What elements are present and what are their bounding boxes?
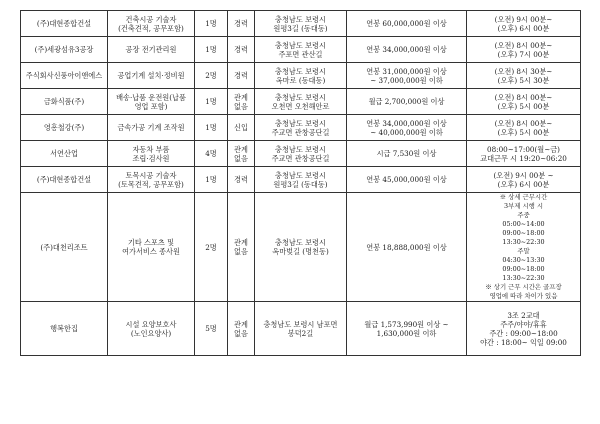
cell-location <box>255 11 347 37</box>
cell-line: 충청남도 보령시 <box>275 14 326 24</box>
cell-line: 오천면 오천해안로 <box>271 101 330 111</box>
cell-company <box>21 302 108 356</box>
cell-line: 연봉 45,000,000원 이상 <box>366 175 447 184</box>
cell-line: 연봉 34,000,000원 이상 <box>366 118 447 128</box>
cell-line: 1명 <box>205 97 217 106</box>
cell-line: 주중 <box>517 211 530 219</box>
cell-line: (오전) 9시 00분~ <box>494 14 553 24</box>
cell-hours <box>467 141 581 167</box>
cell-hours <box>467 193 581 302</box>
cell-line: 주말 <box>517 247 530 255</box>
table-row <box>21 37 581 63</box>
cell-line: 주간 : 09:00~18:00 <box>489 328 558 338</box>
cell-line: 05:00~14:00 <box>502 220 545 228</box>
cell-pay <box>347 63 467 89</box>
cell-pay <box>347 37 467 63</box>
cell-line: 시설 요양보호사 <box>125 319 177 329</box>
cell-line: 영흥철강(주) <box>43 123 85 132</box>
cell-line: (오후) 5시 30분 <box>497 75 550 85</box>
cell-pay <box>347 115 467 141</box>
cell-pay <box>347 11 467 37</box>
cell-line: 1,630,000원 이하 <box>376 328 437 338</box>
cell-pay <box>347 193 467 302</box>
cell-count <box>195 115 228 141</box>
table-row <box>21 63 581 89</box>
cell-count <box>195 141 228 167</box>
table-row <box>21 11 581 37</box>
cell-line: 봉덕2길 <box>287 328 314 338</box>
cell-line: 연봉 18,888,000원 이상 <box>366 242 447 252</box>
cell-line: 경력 <box>234 71 248 80</box>
cell-company <box>21 63 108 89</box>
cell-line: 주포면 관산길 <box>278 49 323 59</box>
cell-line: 건축시공 기술자 <box>125 14 177 24</box>
cell-line: 관계 <box>234 319 248 329</box>
table-row <box>21 193 581 302</box>
cell-company <box>21 89 108 115</box>
cell-pay <box>347 302 467 356</box>
cell-job <box>108 89 195 115</box>
cell-line: 충청남도 보령시 <box>275 40 326 50</box>
cell-career <box>228 193 255 302</box>
cell-count <box>195 193 228 302</box>
cell-hours <box>467 37 581 63</box>
cell-line: 1명 <box>205 45 217 54</box>
cell-line: (오후) 5시 00분 <box>497 127 550 137</box>
cell-career <box>228 115 255 141</box>
cell-line: (주)대현종합건설 <box>36 19 92 28</box>
cell-line: 토목시공 기술자 <box>125 170 177 180</box>
cell-company <box>21 11 108 37</box>
cell-job <box>108 63 195 89</box>
cell-line: 충청남도 보령시 <box>275 118 326 128</box>
cell-line: 09:00~18:00 <box>502 265 545 273</box>
cell-job <box>108 302 195 356</box>
cell-career <box>228 302 255 356</box>
cell-line: 09:00~18:00 <box>502 229 545 237</box>
cell-career <box>228 141 255 167</box>
cell-line: (건축견적, 공무포함) <box>118 23 184 33</box>
job-listing-table <box>20 10 581 356</box>
cell-hours <box>467 115 581 141</box>
cell-line: 4명 <box>205 149 217 158</box>
cell-line: 영업 포함) <box>134 101 168 111</box>
cell-line: 주교면 관창공단길 <box>271 127 330 137</box>
cell-line: 08:00~17:00(월~금) <box>487 144 560 154</box>
cell-line: 시급 7,530원 이상 <box>376 149 437 158</box>
cell-job <box>108 167 195 193</box>
cell-line: 없음 <box>234 101 248 111</box>
cell-company <box>21 193 108 302</box>
cell-line: 연봉 60,000,000원 이상 <box>366 19 447 28</box>
cell-line: 신입 <box>234 123 248 132</box>
cell-line: 충청남도 보령시 <box>275 170 326 180</box>
cell-line: 충청남도 보령시 <box>275 92 326 102</box>
cell-line: ~ 37,000,000원 이하 <box>370 75 443 85</box>
cell-line: 1명 <box>205 123 217 132</box>
cell-company <box>21 37 108 63</box>
cell-line: 경력 <box>234 45 248 54</box>
cell-hours <box>467 63 581 89</box>
cell-hours <box>467 167 581 193</box>
cell-line: 월급 1,573,990원 이상 ~ <box>364 319 449 329</box>
cell-line: 3조 2교대 <box>507 310 540 320</box>
cell-line: 관계 <box>234 92 248 102</box>
cell-line: 없음 <box>234 153 248 163</box>
cell-line: 공업기계 설치·정비원 <box>117 71 185 80</box>
cell-line: 충청남도 보령시 <box>275 238 326 247</box>
cell-hours <box>467 302 581 356</box>
cell-line: 관계 <box>234 144 248 154</box>
cell-line: 조립·검사원 <box>132 153 170 163</box>
cell-line: 행복한집 <box>50 324 78 333</box>
cell-company <box>21 141 108 167</box>
table-row <box>21 167 581 193</box>
cell-line: (노인요양사) <box>130 328 172 338</box>
table-row <box>21 89 581 115</box>
cell-line: 배송·납품 운전원(납품 <box>116 92 186 102</box>
cell-line: 2명 <box>205 71 217 80</box>
cell-line: 야간 : 18:00~ 익일 09:00 <box>480 337 567 347</box>
cell-line: 2명 <box>205 242 217 252</box>
table-row <box>21 302 581 356</box>
cell-line: 영업에 따라 차이가 있음 <box>489 292 558 300</box>
cell-line: (오전) 8시 00분~ <box>494 40 553 50</box>
cell-line: 서연산업 <box>50 149 78 158</box>
cell-line: ※ 상기 근무 시간은 골프장 <box>485 283 562 291</box>
cell-line: 연봉 31,000,000원 이상 <box>366 66 447 76</box>
job-listing-sheet <box>20 10 580 356</box>
cell-location <box>255 89 347 115</box>
cell-line: ~ 40,000,000원 이하 <box>370 127 443 137</box>
cell-line: 충청남도 보령시 남포면 <box>263 319 338 329</box>
cell-career <box>228 63 255 89</box>
cell-location <box>255 63 347 89</box>
cell-line: (오전) 8시 00분~ <box>494 92 553 102</box>
cell-line: (토목견적, 공무포함) <box>118 179 184 189</box>
cell-count <box>195 302 228 356</box>
cell-line: 없음 <box>234 328 248 338</box>
cell-count <box>195 89 228 115</box>
cell-line: (오후) 6시 00분 <box>497 23 550 33</box>
cell-line: 금속가공 기계 조작원 <box>117 123 185 132</box>
cell-location <box>255 115 347 141</box>
cell-line: 여가서비스 종사원 <box>122 247 180 256</box>
cell-line: (오후) 7시 00분 <box>497 49 550 59</box>
cell-line: (오후) 5시 00분 <box>497 101 550 111</box>
cell-line: 경력 <box>234 175 248 184</box>
cell-count <box>195 11 228 37</box>
cell-job <box>108 37 195 63</box>
cell-pay <box>347 167 467 193</box>
table-row <box>21 115 581 141</box>
cell-hours <box>467 11 581 37</box>
cell-line: 5명 <box>205 324 217 333</box>
cell-line: 금화식품(주) <box>43 97 85 106</box>
cell-hours <box>467 89 581 115</box>
cell-line: 없음 <box>234 247 248 256</box>
cell-line: 교대근무 시 19:20~06:20 <box>480 153 567 163</box>
cell-line: ※ 상세 근무시간 <box>499 193 548 201</box>
cell-line: 경력 <box>234 19 248 28</box>
cell-line: 옥마로 (동대동) <box>275 75 326 85</box>
cell-company <box>21 115 108 141</box>
cell-line: 13:30~22:30 <box>502 274 545 282</box>
cell-line: (오전) 8시 30분~ <box>494 66 553 76</box>
cell-career <box>228 11 255 37</box>
cell-line: 원평3길 (동대동) <box>273 23 328 33</box>
cell-count <box>195 63 228 89</box>
cell-count <box>195 167 228 193</box>
cell-pay <box>347 141 467 167</box>
cell-location <box>255 141 347 167</box>
cell-line: 1명 <box>205 175 217 184</box>
cell-line: 1명 <box>205 19 217 28</box>
cell-line: 충청남도 보령시 <box>275 144 326 154</box>
cell-line: (주)대천리조트 <box>40 242 88 252</box>
cell-line: 13:30~22:30 <box>502 238 545 246</box>
cell-job <box>108 193 195 302</box>
cell-job <box>108 141 195 167</box>
cell-location <box>255 167 347 193</box>
cell-location <box>255 302 347 356</box>
cell-line: 월급 2,700,000원 이상 <box>368 97 445 106</box>
cell-count <box>195 37 228 63</box>
job-rows <box>21 11 581 356</box>
cell-line: 관계 <box>234 238 248 247</box>
cell-line: 주주/야야/휴휴 <box>500 319 547 329</box>
cell-job <box>108 115 195 141</box>
cell-company <box>21 167 108 193</box>
cell-line: 충청남도 보령시 <box>275 66 326 76</box>
cell-line: (오전) 9시 00분 ~ <box>493 170 554 180</box>
cell-line: 04:30~13:30 <box>502 256 545 264</box>
cell-location <box>255 193 347 302</box>
cell-location <box>255 37 347 63</box>
cell-career <box>228 37 255 63</box>
cell-line: 주식회사신풍아이앤에스 <box>25 71 103 80</box>
cell-line: 연봉 34,000,000원 이상 <box>366 45 447 54</box>
cell-line: 주교면 관창공단길 <box>271 153 330 163</box>
cell-career <box>228 167 255 193</box>
cell-pay <box>347 89 467 115</box>
cell-line: 3부제 시행 시 <box>504 202 543 210</box>
cell-line: 옥마벚길 (명천동) <box>272 247 329 256</box>
cell-line: 원평3길 (동대동) <box>273 179 328 189</box>
cell-line: (주)세광섬유3공장 <box>34 45 94 54</box>
table-row <box>21 141 581 167</box>
cell-line: 기타 스포츠 및 <box>127 238 175 247</box>
cell-line: 자동차 부품 <box>132 144 170 154</box>
cell-line: 공장 전기관리원 <box>125 45 177 54</box>
cell-line: (주)대현종합건설 <box>36 175 92 184</box>
cell-line: (오후) 6시 00분 <box>497 179 550 189</box>
cell-line: (오전) 8시 00분~ <box>494 118 553 128</box>
cell-career <box>228 89 255 115</box>
cell-job <box>108 11 195 37</box>
